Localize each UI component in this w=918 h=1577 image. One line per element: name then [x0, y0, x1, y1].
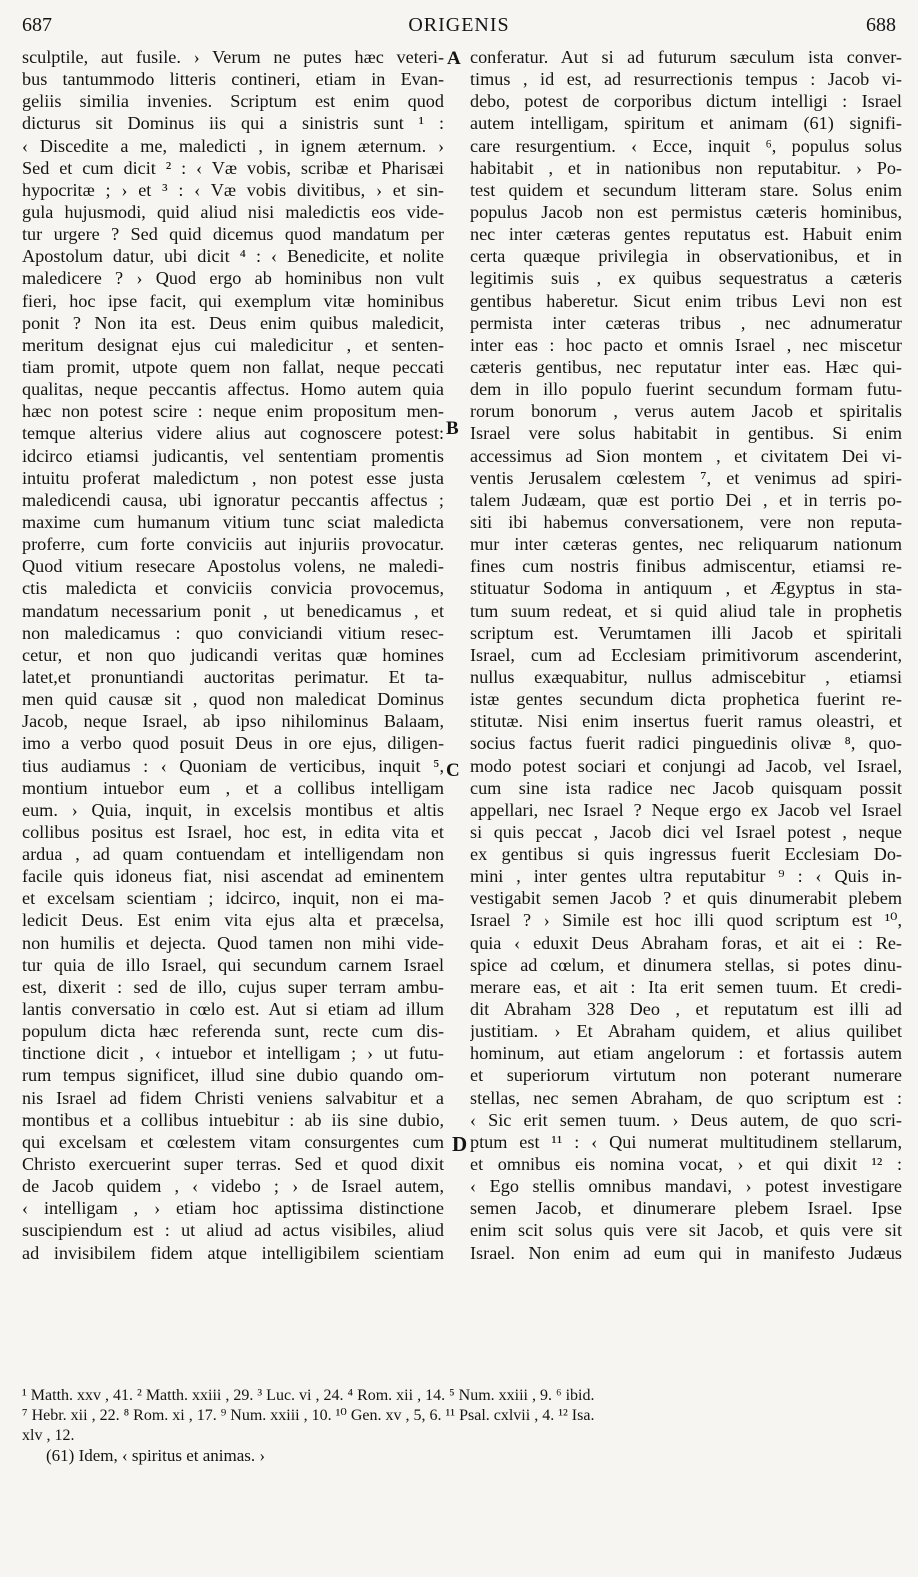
text-line: quia ‹ eduxit Deus Abraham foras, et ait ei : Re- [470, 932, 902, 953]
text-line: populum dicta hæc referenda sunt, recte cum dis- [22, 1021, 444, 1042]
text-line: meritum designat ejus cui maledicitur , et senten- [22, 334, 444, 355]
text-line: mur inter cæteras gentes, nec reliquarum nationum [470, 534, 902, 555]
text-line: ‹ Discedite a me, maledicti , in ignem æternum. › [22, 135, 444, 156]
text-line: ponit ? Non ita est. Deus enim quibus maledicit, [22, 312, 444, 333]
text-line: gentibus haberetur. Sicut enim tribus Levi non est [470, 290, 902, 311]
text-line: et excelsam scientiam ; idcirco, inquit, non ei ma- [22, 888, 444, 909]
page-number-left: 687 [22, 14, 52, 36]
footnote-line: xlv , 12. [22, 1427, 75, 1444]
text-line: socius factus fuerit radici pinguedinis olivæ ⁸, quo- [470, 733, 902, 754]
text-line: Israel vere solus habitabit in gentibus. Si enim [470, 423, 902, 444]
section-marker-d: D [452, 1132, 468, 1156]
text-line: Sed et cum dicit ² : ‹ Væ vobis, scribæ et Pharisæi [22, 157, 444, 178]
text-line: sculptile, aut fusile. › Verum ne putes hæc veteri- [22, 47, 444, 67]
text-line: cæteris gentibus, nec reputatur inter eas. Hæc qui- [470, 356, 902, 377]
commentary-note: (61) Idem, ‹ spiritus et animas. › [46, 1446, 266, 1465]
text-line: autem intelligam, spiritum et animam (61) signifi- [470, 113, 902, 134]
section-marker-b: B [446, 418, 459, 439]
text-line: ledicit Deus. Est enim vita ejus alta et præcelsa, [22, 910, 444, 931]
text-line: collibus positus est Israel, hoc est, in edita vita et [22, 821, 444, 842]
text-line: gula hujusmodi, quid aliud nisi maledictis eos vide- [22, 201, 444, 222]
text-line: nec inter cæteras gentes reputatus est. Habuit enim [470, 224, 902, 245]
text-line: lantis conversatio in cœlo est. Aut si etiam ad illum [22, 999, 444, 1020]
text-line: siti ibi habemus conversationem, vere non reputa- [470, 511, 902, 532]
text-line: suscipiendum est : ut aliud ad actus visibiles, aliud [22, 1220, 444, 1241]
text-line: inter eas : hoc pacto et omnis Israel , nec miscetur [470, 334, 902, 355]
text-line: stitutæ. Nisi enim insertus fuerit ramus oleastri, et [470, 711, 902, 732]
text-line: Israel, cum ad Ecclesiam primitivorum ascenderint, [470, 644, 902, 665]
text-line: et omnibus eis nomina vocat, › et qui dixit ¹² : [470, 1154, 902, 1175]
text-line: talem Judæam, quæ est portio Dei , et in terris po- [470, 489, 902, 510]
text-line: si quis peccat , Jacob dici vel Israel potest , neque [470, 821, 902, 842]
text-line: de Jacob quidem , ‹ videbo ; › de Israel autem, [22, 1176, 444, 1197]
text-line: dicturus sit Dominus iis qui a sinistris sunt ¹ : [22, 113, 444, 134]
text-line: conferatur. Aut si ad futurum sæculum ista conver- [470, 47, 902, 67]
text-line: accessimus ad Sion montem , et civitatem Dei vi- [470, 445, 902, 466]
footnote-line: ⁷ Hebr. xii , 22. ⁸ Rom. xi , 17. ⁹ Num. xxiii , 10. ¹⁰ Gen. xv , 5, 6. ¹¹ Psal. cxlvii , 4. ¹² Isa. [22, 1407, 595, 1424]
text-line: Israel. Non enim ad eum qui in manifesto Judæus [470, 1242, 902, 1263]
text-line: proferre, cum forte conviciis aut injuriis provocatur. [22, 534, 444, 555]
text-line: Jacob, neque Israel, ab ipso nihilominus Balaam, [22, 711, 444, 732]
text-line: ventis Jerusalem cœlestem ⁷, et venimus ad spiri- [470, 467, 902, 488]
text-line: est, dixerit : sed de illo, cujus super terram ambu- [22, 976, 444, 997]
text-line: certa quæque privilegia in observationibus, et in [470, 246, 902, 267]
text-line: ad invisibilem fidem atque intelligibilem scientiam [22, 1242, 444, 1263]
text-line: fines cum nostris finibus admiscentur, etiamsi re- [470, 556, 902, 577]
text-line: intuitu proferat maledictum , non potest esse justa [22, 467, 444, 488]
text-line: tiam promit, utpote quem non fallat, neque peccati [22, 356, 444, 377]
text-line: maledicendi causa, ubi ignoratur peccantis affectus ; [22, 489, 444, 510]
text-line: maxime cum humanum vitium tunc sciat maledicta [22, 511, 444, 532]
text-line: ardua , ad quam contuendam et intelligendam non [22, 844, 444, 865]
text-line: justitiam. › Et Abraham quidem, et alius quilibet [470, 1021, 902, 1042]
text-line: idcirco etiamsi judicantis, vel sententiam promentis [22, 445, 444, 466]
text-line: qualitas, neque peccantis affectus. Homo autem quia [22, 379, 444, 400]
text-line: imo a verbo quod posuit Deus in ore ejus, diligen- [22, 733, 444, 754]
text-line: merare eas, et ait : Ita erit semen tuum. Et credi- [470, 976, 902, 997]
text-line: istæ gentes secundum dicta prophetica fuerint re- [470, 689, 902, 710]
text-line: dem in illo populo fuerint secundum formam futu- [470, 379, 902, 400]
text-line: latet,et pronuntiandi auctoritas perimatur. Et ta- [22, 666, 444, 687]
text-line: mini , inter gentes ultra reputabitur ⁹ : ‹ Quis in- [470, 866, 902, 887]
text-line: hypocritæ ; › et ³ : ‹ Væ vobis divitibus, › et sin- [22, 179, 444, 200]
section-marker-c: C [446, 760, 460, 781]
right-column [470, 46, 902, 1264]
text-line: dit Abraham 328 Deo , et reputatum est illi ad [470, 999, 902, 1020]
text-line: stituatur Sodoma in antiquum , et Ægyptus in sta- [470, 578, 902, 599]
page-number-right: 688 [866, 14, 896, 36]
text-line: scriptum est. Verumtamen illi Jacob et spiritali [470, 622, 902, 643]
text-line: hominum, aut etiam angelorum : et fortassis autem [470, 1043, 902, 1064]
text-line: tinctione dicit , ‹ intuebor et intelligam ; › ut futu- [22, 1043, 444, 1064]
text-line: ‹ Sic erit semen tuum. › Deus autem, de quo scri- [470, 1109, 902, 1130]
text-line: stellas, nec semen Abraham, de quo scriptum est : [470, 1087, 902, 1108]
text-line: tur urgere ? Sed quid dicemus quod mandatum per [22, 224, 444, 245]
text-line: geliis similia invenies. Scriptum est enim quod [22, 91, 444, 112]
text-line: nullus exæquabitur, nullus admiscebitur , etiamsi [470, 666, 902, 687]
text-line: men quid causæ sit , quod non maledicat Dominus [22, 689, 444, 710]
text-line: hæc non potest scire : neque enim propositum men- [22, 401, 444, 422]
text-line: semen Jacob, et dinumerare plebem Israel. Ipse [470, 1198, 902, 1219]
text-line: non maledicamus : quo conviciandi vitium resec- [22, 622, 444, 643]
text-line: qui excelsam et cœlestem vitam consurgentes cum [22, 1131, 444, 1152]
text-line: Israel ? › Simile est hoc illi quod scriptum est ¹⁰, [470, 910, 902, 931]
section-marker-a: A [447, 48, 461, 69]
text-line: cetur, et non quo judicandi veritas quæ homines [22, 644, 444, 665]
text-line: cum sine ista radice nec Jacob quisquam possit [470, 777, 902, 798]
text-line: ‹ Ego stellis omnibus mandavi, › potest investigare [470, 1176, 902, 1197]
text-line: enim scit solus quis vere sit Jacob, et quis vere sit [470, 1220, 902, 1241]
running-header [22, 14, 896, 44]
text-line: ctis maledicta et conviciis convicia provocemus, [22, 578, 444, 599]
text-line: ex gentibus si quis ingressus fuerit Ecclesiam Do- [470, 844, 902, 865]
text-line: appellari, nec Israel ? Neque ergo ex Jacob vel Israel [470, 799, 902, 820]
left-column [22, 46, 444, 1264]
text-line: temque alterius videre alius aut cognoscere potest: [22, 423, 444, 444]
text-line: bus tantummodo litteris contineri, etiam in Evan- [22, 69, 444, 90]
text-line: legitimis suis , ex quibus sequestratus a cæteris [470, 268, 902, 289]
text-line: Christo exercuerint super terras. Sed et quod dixit [22, 1154, 444, 1175]
text-line: vestigabit semen Jacob ? et quis dinumerabit plebem [470, 888, 902, 909]
text-line: ‹ intelligam , › etiam hoc aptissima distinctione [22, 1198, 444, 1219]
text-line: care resurgentium. ‹ Ecce, inquit ⁶, populus solus [470, 135, 902, 156]
text-line: Quod vitium resecare Apostolus volens, ne maledi- [22, 556, 444, 577]
text-line: non humilis et dejecta. Quod tamen non mihi vide- [22, 932, 444, 953]
footnote-line: ¹ Matth. xxv , 41. ² Matth. xxiii , 29. ³ Luc. vi , 24. ⁴ Rom. xii , 14. ⁵ Num. xxiii , 9. ⁶ ibid. [22, 1387, 595, 1404]
text-line: rorum bonorum , verus autem Jacob et spiritalis [470, 401, 902, 422]
text-line: tum suum redeat, et si quid aliud tale in prophetis [470, 600, 902, 621]
text-line: nis Israel ad fidem Christi veniens salvabitur et a [22, 1087, 444, 1108]
text-line: mandatum necessarium ponit , ut benedicamus , et [22, 600, 444, 621]
text-line: populus Jacob non est permistus cæteris hominibus, [470, 201, 902, 222]
text-line: maledicere ? › Quod ergo ab hominibus non vult [22, 268, 444, 289]
text-line: debo, potest de corporibus dictum intelligi : Israel [470, 91, 902, 112]
text-line: spice ad cœlum, et dinumera stellas, si potes dinu- [470, 954, 902, 975]
running-title: ORIGENIS [408, 14, 510, 36]
text-line: et superiorum virtutum non poterant numerare [470, 1065, 902, 1086]
text-line: montibus et a collibus intuebitur : ab iis sine dubio, [22, 1109, 444, 1130]
text-line: ptum est ¹¹ : ‹ Qui numerat multitudinem stellarum, [470, 1131, 902, 1152]
text-line: fieri, hoc ipse facit, qui exemplum vitæ hominibus [22, 290, 444, 311]
footnotes [22, 1386, 902, 1446]
text-line: habitabit , et in nationibus non reputabitur. › Po- [470, 157, 902, 178]
text-line: test quidem et secundum litteram stare. Solus enim [470, 179, 902, 200]
text-line: timus , id est, ad resurrectionis tempus : Jacob vi- [470, 69, 902, 90]
text-line: rum tempus significet, illud sine dubio quando om- [22, 1065, 444, 1086]
text-line: Apostolum datur, ubi dicit ⁴ : ‹ Benedicite, et nolite [22, 246, 444, 267]
text-line: facile quis idoneus fiat, nisi ascendat ad eminentem [22, 866, 444, 887]
text-line: modo potest sociari et conjungi ad Jacob, vel Israel, [470, 755, 902, 776]
text-line: montium intuebor eum , et a collibus intelligam [22, 777, 444, 798]
text-line: tius audiamus : ‹ Quoniam de verticibus, inquit ⁵, [22, 755, 444, 776]
text-line: tur quia de illo Israel, qui secundum carnem Israel [22, 954, 444, 975]
text-line: permista inter cæteras tribus , nec adnumeratur [470, 312, 902, 333]
text-line: eum. › Quia, inquit, in excelsis montibus et altis [22, 799, 444, 820]
